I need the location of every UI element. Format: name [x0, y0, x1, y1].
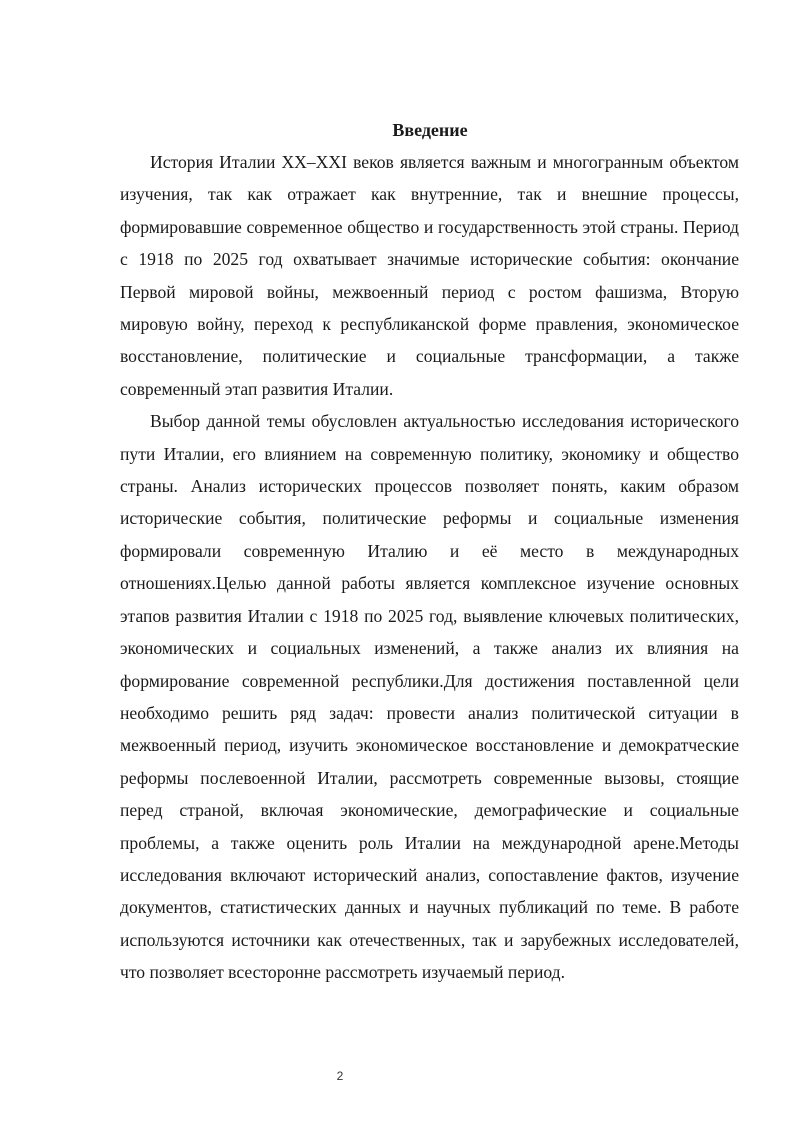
document-body [120, 146, 739, 989]
paragraph-topic-choice: Выбор данной темы обусловлен актуальностью исследования исторического пути Италии, его влиянием на современную политику, экономику и общество страны. Анализ исторических процессов позволяет понять, каким образом исторические события, политические реформы и социальные изменения формировали современную Италию и её место в международных отношениях.Целью данной работы является комплексное изучение основных этапов развития Италии с 1918 по 2025 год, выявление ключевых политических, экономических и социальных изменений, а также анализ их влияния на формирование современной республики.Для достижения поставленной цели необходимо решить ряд задач: провести анализ политической ситуации в межвоенный период, изучить экономическое восстановление и демократческие реформы послевоенной Италии, рассмотреть современные вызовы, стоящие перед страной, включая экономические, демографические и социальные проблемы, а также оценить роль Италии на международной арене.Методы исследования включают исторический анализ, сопоставление фактов, изучение документов, статистических данных и научных публикаций по теме. В работе используются источники как отечественных, так и зарубежных исследователей, что позволяет всесторонне рассмотреть изучаемый период. [120, 411, 739, 983]
paragraph-intro: История Италии XX–XXI веков является важным и многогранным объектом изучения, так как отражает как внутренние, так и внешние процессы, формировавшие современное общество и государственность этой страны. Период с 1918 по 2025 год охватывает значимые исторические события: окончание Первой мировой войны, межвоенный период с ростом фашизма, Вторую мировую войну, переход к республиканской форме правления, экономическое восстановление, политические и социальные трансформации, а также современный этап развития Италии. [120, 152, 739, 399]
section-title: Введение [392, 120, 468, 140]
page-number: 2 [336, 1069, 344, 1083]
